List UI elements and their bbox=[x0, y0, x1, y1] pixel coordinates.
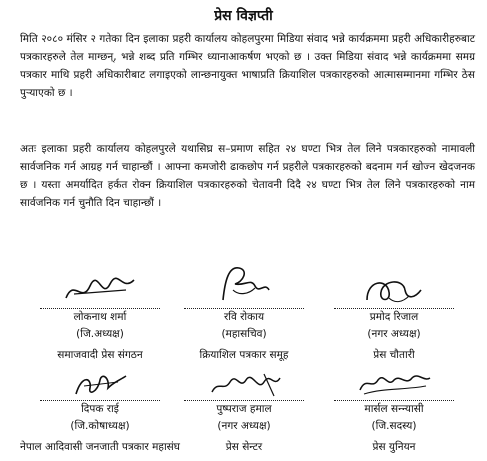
signatory-block-1 bbox=[20, 268, 180, 364]
signatory-name: रवि रोकाय bbox=[223, 311, 265, 323]
signatory-name: लोकनाथ शर्मा bbox=[73, 311, 127, 323]
signature-scribble bbox=[209, 260, 279, 308]
signatory-org: समाजवादी प्रेस संगठन bbox=[57, 349, 143, 361]
signature-scribble bbox=[354, 368, 434, 400]
signatory-name: मार्सल सन्न्यासी bbox=[364, 403, 424, 415]
signatory-block-6 bbox=[314, 368, 474, 456]
signatory-block-2 bbox=[164, 260, 324, 364]
signatory-block-3 bbox=[314, 268, 474, 364]
signatory-name: पुष्पराज हमाल bbox=[216, 403, 272, 415]
signatory-name: प्रमोद रिजाल bbox=[369, 311, 419, 323]
signatory-org: प्रेस युनियन bbox=[372, 441, 416, 453]
signature-scribble bbox=[70, 368, 130, 400]
signatory-block-5 bbox=[164, 368, 324, 456]
signatory-role: (जि.अध्यक्ष) bbox=[76, 328, 124, 340]
document-title: प्रेस विज्ञप्ती bbox=[214, 8, 273, 24]
paragraph-1: मिति २०८० मंसिर २ गतेका दिन इलाका प्रहरी कार्यालय कोहलपुरमा मिडिया संवाद भन्ने कार्यक्रममा प्रहरी अधिकारीहरुबाट पत्रकारहरुले तेल माग्छन्, भन्ने शब्द प्रति गम्भिर ध्यानाआकर्षण भएको छ । उक्त मिडिया संवाद भन्ने कार्यक्रममा समग्र पत्रकार माथि प्रहरी अधिकारीबाट लगाइएको लान्छनायुक्त भाषाप्रति क्रियाशिल पत्रकारहरुको आत्मासम्मानमा गम्भिर ठेस पुऱ्याएको छ । bbox=[20, 33, 475, 99]
signatory-role: (जि.सदस्य) bbox=[371, 420, 417, 432]
signatory-org: नेपाल आदिवासी जनजाती पत्रकार महासंघ bbox=[20, 441, 180, 453]
signatory-org: प्रेस चौतारी bbox=[373, 349, 415, 361]
signatory-block-4 bbox=[20, 368, 180, 456]
signatory-role: (नगर अध्यक्ष) bbox=[367, 328, 421, 340]
signatory-org: क्रियाशिल पत्रकार समूह bbox=[199, 349, 289, 361]
signatory-role: (महासचिव) bbox=[221, 328, 267, 340]
signature-scribble bbox=[359, 272, 429, 310]
signature-scribble bbox=[204, 368, 284, 400]
signatory-name: दिपक राई bbox=[81, 403, 119, 415]
signatory-role: (जि.कोषाध्यक्ष) bbox=[70, 420, 130, 432]
signatory-role: (नगर अध्यक्ष) bbox=[217, 420, 271, 432]
signatory-org: प्रेस सेन्टर bbox=[225, 441, 263, 453]
signature-scribble bbox=[60, 270, 140, 310]
paragraph-2: अतः इलाका प्रहरी कार्यालय कोहलपुरले यथासिघ्र स–प्रमाण सहित २४ घण्टा भित्र तेल लिने पत्रकारहरुको नामावली सार्वजनिक गर्न आग्रह गर्न चाहान्छौं । आफ्ना कमजोरी ढाकछोप गर्न प्रहरीले पत्रकारहरुको बदनाम गर्न खोज्न खेदजनक छ । यस्ता अमर्यादित हर्कत रोक्न क्रियाशिल पत्रकारहरुको चेतावनी दिदै २४ घण्टा भित्र तेल लिने पत्रकारहरुको नाम सार्वजनिक गर्न चुनौति दिन चाहान्छौं । bbox=[20, 143, 475, 209]
